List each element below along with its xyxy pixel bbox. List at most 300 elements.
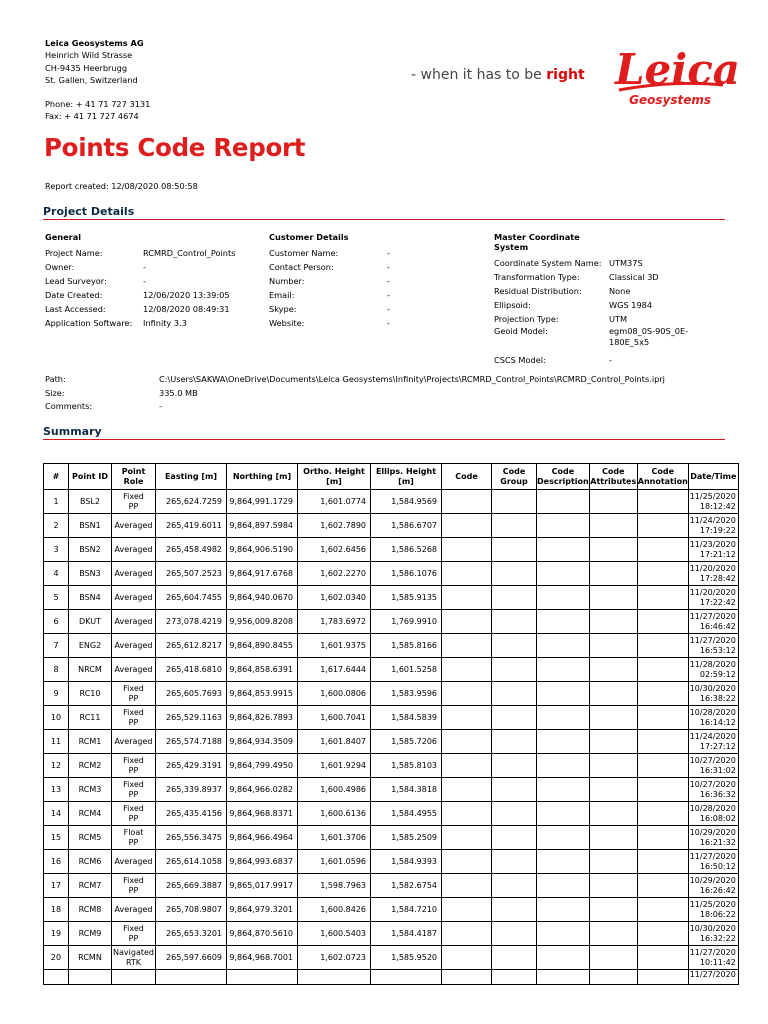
table-cell: 9,864,934.3509 xyxy=(227,730,298,754)
table-cell: BSL2 xyxy=(69,490,112,514)
table-cell xyxy=(442,778,492,802)
table-cell: 1,598.7963 xyxy=(298,874,371,898)
table-cell xyxy=(298,970,371,985)
table-cell: 1,617.6444 xyxy=(298,658,371,682)
table-cell xyxy=(589,874,637,898)
table-cell: Averaged xyxy=(112,658,156,682)
table-cell: BSN2 xyxy=(69,538,112,562)
table-cell xyxy=(442,634,492,658)
table-cell: 10/28/2020 16:14:12 xyxy=(688,706,738,730)
table-cell xyxy=(637,754,688,778)
table-cell: 13 xyxy=(44,778,69,802)
table-cell: RCMN xyxy=(69,946,112,970)
table-cell xyxy=(537,802,590,826)
table-cell xyxy=(637,586,688,610)
table-cell: 19 xyxy=(44,922,69,946)
table-cell: 1,585.2509 xyxy=(371,826,442,850)
table-row xyxy=(44,970,739,985)
table-cell: 9,865,017.9917 xyxy=(227,874,298,898)
table-cell xyxy=(589,706,637,730)
table-cell: RCM8 xyxy=(69,898,112,922)
path-value: C:\Users\SAKWA\OneDrive\Documents\Leica Geosystems\Infinity\Projects\RCMRD_Control_Points\RCMRD_Control_Points.iprj xyxy=(159,374,665,384)
table-cell xyxy=(537,922,590,946)
detail-row xyxy=(45,274,253,288)
detail-row xyxy=(45,302,253,316)
table-cell xyxy=(492,682,537,706)
detail-value: 12/08/2020 08:49:31 xyxy=(143,304,230,314)
detail-label: Website: xyxy=(269,318,305,328)
table-cell: BSN3 xyxy=(69,562,112,586)
table-cell: 1,602.6456 xyxy=(298,538,371,562)
table-cell xyxy=(637,898,688,922)
column-header: Date/Time xyxy=(688,464,738,490)
table-cell: 1,601.9375 xyxy=(298,634,371,658)
address-line: CH-9435 Heerbrugg xyxy=(45,62,128,73)
table-cell xyxy=(537,706,590,730)
detail-label: Transformation Type: xyxy=(494,272,580,282)
master-coordinate-system xyxy=(494,232,709,367)
table-cell xyxy=(537,490,590,514)
table-row xyxy=(44,490,739,514)
table-row xyxy=(44,610,739,634)
table-cell xyxy=(637,706,688,730)
table-cell: 9,864,966.4964 xyxy=(227,826,298,850)
table-cell: 1,584.9393 xyxy=(371,850,442,874)
table-cell: 1,585.8166 xyxy=(371,634,442,658)
detail-row xyxy=(269,288,447,302)
table-cell: 265,669.3887 xyxy=(156,874,227,898)
table-cell xyxy=(589,490,637,514)
column-header: Ellips. Height [m] xyxy=(371,464,442,490)
table-row xyxy=(44,634,739,658)
table-row xyxy=(44,682,739,706)
table-cell: Averaged xyxy=(112,610,156,634)
table-cell: 11/25/2020 18:06:22 xyxy=(688,898,738,922)
project-details-heading: Project Details xyxy=(43,205,135,218)
table-cell: 11 xyxy=(44,730,69,754)
table-cell: 1,783.6972 xyxy=(298,610,371,634)
table-cell: 11/28/2020 02:59:12 xyxy=(688,658,738,682)
table-row xyxy=(44,778,739,802)
table-cell xyxy=(589,682,637,706)
detail-value: UTM xyxy=(609,314,628,324)
table-cell: 10/29/2020 16:21:32 xyxy=(688,826,738,850)
table-cell xyxy=(589,826,637,850)
path-row xyxy=(45,387,665,401)
path-row xyxy=(45,400,665,414)
table-cell: 11/27/2020 xyxy=(688,970,738,985)
table-cell: 265,507.2523 xyxy=(156,562,227,586)
table-cell: 265,605.7693 xyxy=(156,682,227,706)
table-cell xyxy=(637,826,688,850)
detail-value: WGS 1984 xyxy=(609,300,653,310)
table-cell xyxy=(537,826,590,850)
detail-value: None xyxy=(609,286,631,296)
table-cell: ENG2 xyxy=(69,634,112,658)
detail-row xyxy=(45,316,253,330)
detail-label: Coordinate System Name: xyxy=(494,258,602,268)
table-cell xyxy=(492,970,537,985)
table-cell: Fixed PP xyxy=(112,802,156,826)
table-cell xyxy=(589,634,637,658)
table-cell xyxy=(492,658,537,682)
report-created: Report created: 12/08/2020 08:50:58 xyxy=(45,181,198,191)
detail-label: Residual Distribution: xyxy=(494,286,582,296)
table-cell xyxy=(492,634,537,658)
table-cell: 265,624.7259 xyxy=(156,490,227,514)
summary-heading: Summary xyxy=(43,425,102,438)
address-line: Heinrich Wild Strasse xyxy=(45,50,133,61)
table-cell: 11/24/2020 17:27:12 xyxy=(688,730,738,754)
detail-row xyxy=(269,246,447,260)
detail-value: - xyxy=(387,290,390,300)
detail-label: Number: xyxy=(269,276,305,286)
table-cell: 9,864,991.1729 xyxy=(227,490,298,514)
section-divider xyxy=(43,439,725,440)
table-cell xyxy=(637,730,688,754)
table-cell: 1,584.4955 xyxy=(371,802,442,826)
table-cell: 1,585.9135 xyxy=(371,586,442,610)
detail-label: Skype: xyxy=(269,304,297,314)
table-cell xyxy=(589,538,637,562)
table-cell: 4 xyxy=(44,562,69,586)
column-header: Easting [m] xyxy=(156,464,227,490)
table-cell: 1,585.8103 xyxy=(371,754,442,778)
slogan-emphasis: right xyxy=(546,67,585,83)
table-cell xyxy=(442,514,492,538)
column-header: Code Annotation xyxy=(637,464,688,490)
table-cell: 265,556.3475 xyxy=(156,826,227,850)
table-cell xyxy=(589,514,637,538)
table-cell: 1,585.9520 xyxy=(371,946,442,970)
table-cell xyxy=(589,898,637,922)
table-cell: 11/27/2020 16:46:42 xyxy=(688,610,738,634)
table-cell: 11/23/2020 17:21:12 xyxy=(688,538,738,562)
detail-label: Date Created: xyxy=(45,290,103,300)
table-cell xyxy=(442,490,492,514)
table-cell xyxy=(442,898,492,922)
table-cell xyxy=(492,802,537,826)
customer-details xyxy=(269,232,447,330)
table-cell: Averaged xyxy=(112,514,156,538)
table-cell xyxy=(537,514,590,538)
detail-value: Infinity 3.3 xyxy=(143,318,187,328)
table-row xyxy=(44,874,739,898)
table-cell xyxy=(537,538,590,562)
table-cell: 1 xyxy=(44,490,69,514)
table-cell: 9,864,853.9915 xyxy=(227,682,298,706)
detail-row xyxy=(269,302,447,316)
table-cell xyxy=(537,754,590,778)
table-header-row xyxy=(44,464,739,490)
table-cell: Averaged xyxy=(112,850,156,874)
table-cell xyxy=(442,802,492,826)
path-value: 335.0 MB xyxy=(159,387,198,398)
detail-label: Contact Person: xyxy=(269,262,334,272)
table-cell: 1,602.2270 xyxy=(298,562,371,586)
table-cell: 1,600.4986 xyxy=(298,778,371,802)
table-cell: 10/30/2020 16:38:22 xyxy=(688,682,738,706)
detail-label: Email: xyxy=(269,290,295,300)
detail-value: - xyxy=(609,355,612,365)
detail-label: Ellipsoid: xyxy=(494,300,531,310)
general-heading: General xyxy=(45,232,82,242)
table-cell: 8 xyxy=(44,658,69,682)
table-cell: Fixed PP xyxy=(112,490,156,514)
table-cell xyxy=(492,826,537,850)
table-cell: 1,601.5258 xyxy=(371,658,442,682)
table-cell xyxy=(442,826,492,850)
path-label: Path: xyxy=(45,374,66,384)
detail-row xyxy=(494,353,709,367)
table-row xyxy=(44,754,739,778)
detail-value: - xyxy=(387,304,390,314)
column-header: Point ID xyxy=(69,464,112,490)
table-cell xyxy=(589,946,637,970)
table-cell xyxy=(442,874,492,898)
table-cell xyxy=(492,514,537,538)
table-cell xyxy=(589,658,637,682)
table-cell: 7 xyxy=(44,634,69,658)
detail-row xyxy=(494,284,709,298)
table-cell xyxy=(492,778,537,802)
detail-row xyxy=(494,298,709,312)
table-cell xyxy=(371,970,442,985)
table-cell: 265,458.4982 xyxy=(156,538,227,562)
phone: Phone: + 41 71 727 3131 xyxy=(45,98,151,109)
table-cell: 9,864,993.6837 xyxy=(227,850,298,874)
master-heading xyxy=(494,232,709,252)
table-cell: 10 xyxy=(44,706,69,730)
column-header: Northing [m] xyxy=(227,464,298,490)
table-cell xyxy=(227,970,298,985)
table-cell: Fixed PP xyxy=(112,706,156,730)
table-cell: 11/25/2020 18:12:42 xyxy=(688,490,738,514)
table-cell: 10/30/2020 16:32:22 xyxy=(688,922,738,946)
detail-label: CSCS Model: xyxy=(494,355,546,365)
table-cell: 9,864,799.4950 xyxy=(227,754,298,778)
table-cell xyxy=(589,850,637,874)
table-cell xyxy=(442,658,492,682)
path-label: Size: xyxy=(45,387,65,398)
table-cell xyxy=(442,730,492,754)
table-cell: 265,529.1163 xyxy=(156,706,227,730)
table-row xyxy=(44,730,739,754)
table-cell: 5 xyxy=(44,586,69,610)
slogan xyxy=(411,67,585,83)
table-cell: RCM6 xyxy=(69,850,112,874)
table-row xyxy=(44,946,739,970)
table-cell xyxy=(537,634,590,658)
table-cell xyxy=(442,850,492,874)
table-cell: 11/27/2020 16:50:12 xyxy=(688,850,738,874)
table-cell: 9 xyxy=(44,682,69,706)
table-cell: 1,586.1076 xyxy=(371,562,442,586)
path-value: - xyxy=(159,401,162,411)
detail-value: 12/06/2020 13:39:05 xyxy=(143,290,230,300)
table-cell xyxy=(492,490,537,514)
company-name: Leica Geosystems AG xyxy=(45,38,144,48)
table-cell: 1,601.8407 xyxy=(298,730,371,754)
table-cell xyxy=(537,730,590,754)
company-address-block xyxy=(45,37,150,122)
table-cell xyxy=(637,634,688,658)
table-cell: RCM5 xyxy=(69,826,112,850)
table-cell: 265,418.6810 xyxy=(156,658,227,682)
table-cell: 6 xyxy=(44,610,69,634)
table-cell: 14 xyxy=(44,802,69,826)
table-row xyxy=(44,562,739,586)
column-header: Code Group xyxy=(492,464,537,490)
table-cell: 1,586.6707 xyxy=(371,514,442,538)
customer-heading: Customer Details xyxy=(269,232,349,242)
table-cell xyxy=(492,850,537,874)
table-cell xyxy=(492,562,537,586)
table-cell: Averaged xyxy=(112,586,156,610)
table-cell: NRCM xyxy=(69,658,112,682)
table-cell xyxy=(492,754,537,778)
table-cell: Fixed PP xyxy=(112,874,156,898)
table-cell xyxy=(537,586,590,610)
master-heading-line: Master Coordinate xyxy=(494,232,580,242)
table-cell: 2 xyxy=(44,514,69,538)
column-header: Code Description xyxy=(537,464,590,490)
detail-label: Last Accessed: xyxy=(45,304,106,314)
table-cell: 1,601.9294 xyxy=(298,754,371,778)
table-cell: 265,574.7188 xyxy=(156,730,227,754)
table-cell xyxy=(637,850,688,874)
table-cell xyxy=(492,706,537,730)
table-cell: 1,601.3706 xyxy=(298,826,371,850)
table-cell xyxy=(589,754,637,778)
table-cell: 11/24/2020 17:19:22 xyxy=(688,514,738,538)
table-cell xyxy=(492,730,537,754)
column-header: # xyxy=(44,464,69,490)
table-cell: Averaged xyxy=(112,634,156,658)
table-cell: Fixed PP xyxy=(112,922,156,946)
column-header: Point Role xyxy=(112,464,156,490)
detail-label: Customer Name: xyxy=(269,248,339,258)
detail-row xyxy=(269,274,447,288)
table-cell xyxy=(492,946,537,970)
table-cell: RCM2 xyxy=(69,754,112,778)
table-row xyxy=(44,802,739,826)
table-cell xyxy=(537,946,590,970)
table-cell: 3 xyxy=(44,538,69,562)
detail-value: RCMRD_Control_Points xyxy=(143,248,236,258)
table-cell: 1,584.5839 xyxy=(371,706,442,730)
table-cell: 1,584.7210 xyxy=(371,898,442,922)
table-cell: 18 xyxy=(44,898,69,922)
table-cell: Fixed PP xyxy=(112,754,156,778)
column-header: Ortho. Height [m] xyxy=(298,464,371,490)
table-cell: 20 xyxy=(44,946,69,970)
table-cell: 9,864,968.8371 xyxy=(227,802,298,826)
table-row xyxy=(44,586,739,610)
table-cell xyxy=(537,970,590,985)
table-cell xyxy=(537,682,590,706)
table-cell xyxy=(637,538,688,562)
table-cell xyxy=(637,610,688,634)
table-row xyxy=(44,706,739,730)
detail-label: Owner: xyxy=(45,262,75,272)
table-cell: 10/28/2020 16:08:02 xyxy=(688,802,738,826)
detail-row xyxy=(494,256,709,270)
table-cell: 265,604.7455 xyxy=(156,586,227,610)
table-cell xyxy=(637,682,688,706)
table-cell: Fixed PP xyxy=(112,778,156,802)
report-title: Points Code Report xyxy=(44,133,306,162)
logo-brand-text: Leica xyxy=(615,45,740,94)
table-cell: 9,864,858.6391 xyxy=(227,658,298,682)
table-cell: 9,864,940.0670 xyxy=(227,586,298,610)
table-cell xyxy=(492,610,537,634)
table-cell: 15 xyxy=(44,826,69,850)
table-cell: 1,600.6136 xyxy=(298,802,371,826)
table-cell: 1,602.7890 xyxy=(298,514,371,538)
table-cell xyxy=(589,610,637,634)
section-divider xyxy=(43,219,725,220)
table-cell: BSN1 xyxy=(69,514,112,538)
table-cell xyxy=(442,754,492,778)
table-cell: 1,600.7041 xyxy=(298,706,371,730)
table-cell xyxy=(637,874,688,898)
table-cell: 265,597.6609 xyxy=(156,946,227,970)
table-cell: 12 xyxy=(44,754,69,778)
table-cell xyxy=(156,970,227,985)
logo-sub-text: Geosystems xyxy=(629,93,711,107)
table-cell: 16 xyxy=(44,850,69,874)
slogan-prefix: - when it has to be xyxy=(411,67,547,83)
table-cell: Navigated RTK xyxy=(112,946,156,970)
detail-value: - xyxy=(387,262,390,272)
detail-row xyxy=(494,270,709,284)
table-cell xyxy=(442,970,492,985)
table-cell: 265,339.8937 xyxy=(156,778,227,802)
table-cell xyxy=(589,970,637,985)
table-cell: RC11 xyxy=(69,706,112,730)
table-cell xyxy=(637,970,688,985)
table-row xyxy=(44,514,739,538)
table-cell: RCM3 xyxy=(69,778,112,802)
table-cell xyxy=(442,946,492,970)
table-cell: 1,601.0596 xyxy=(298,850,371,874)
table-cell xyxy=(442,586,492,610)
table-cell: 265,708.9807 xyxy=(156,898,227,922)
detail-row xyxy=(269,316,447,330)
detail-value: - xyxy=(143,262,146,272)
table-cell: 1,584.9569 xyxy=(371,490,442,514)
column-header: Code Attributes xyxy=(589,464,637,490)
table-cell: 1,584.4187 xyxy=(371,922,442,946)
table-cell: 1,769.9910 xyxy=(371,610,442,634)
table-cell: 11/27/2020 16:53:12 xyxy=(688,634,738,658)
table-cell xyxy=(589,730,637,754)
table-cell xyxy=(637,946,688,970)
table-cell xyxy=(492,898,537,922)
table-cell xyxy=(442,922,492,946)
table-cell: 10/27/2020 16:31:02 xyxy=(688,754,738,778)
table-cell xyxy=(442,706,492,730)
table-cell: Averaged xyxy=(112,562,156,586)
table-cell: 1,585.7206 xyxy=(371,730,442,754)
table-cell: 9,956,009.8208 xyxy=(227,610,298,634)
detail-value: - xyxy=(387,318,390,328)
table-cell: 11/20/2020 17:28:42 xyxy=(688,562,738,586)
table-cell xyxy=(637,802,688,826)
detail-label: Application Software: xyxy=(45,318,133,328)
leica-logo xyxy=(613,38,740,110)
